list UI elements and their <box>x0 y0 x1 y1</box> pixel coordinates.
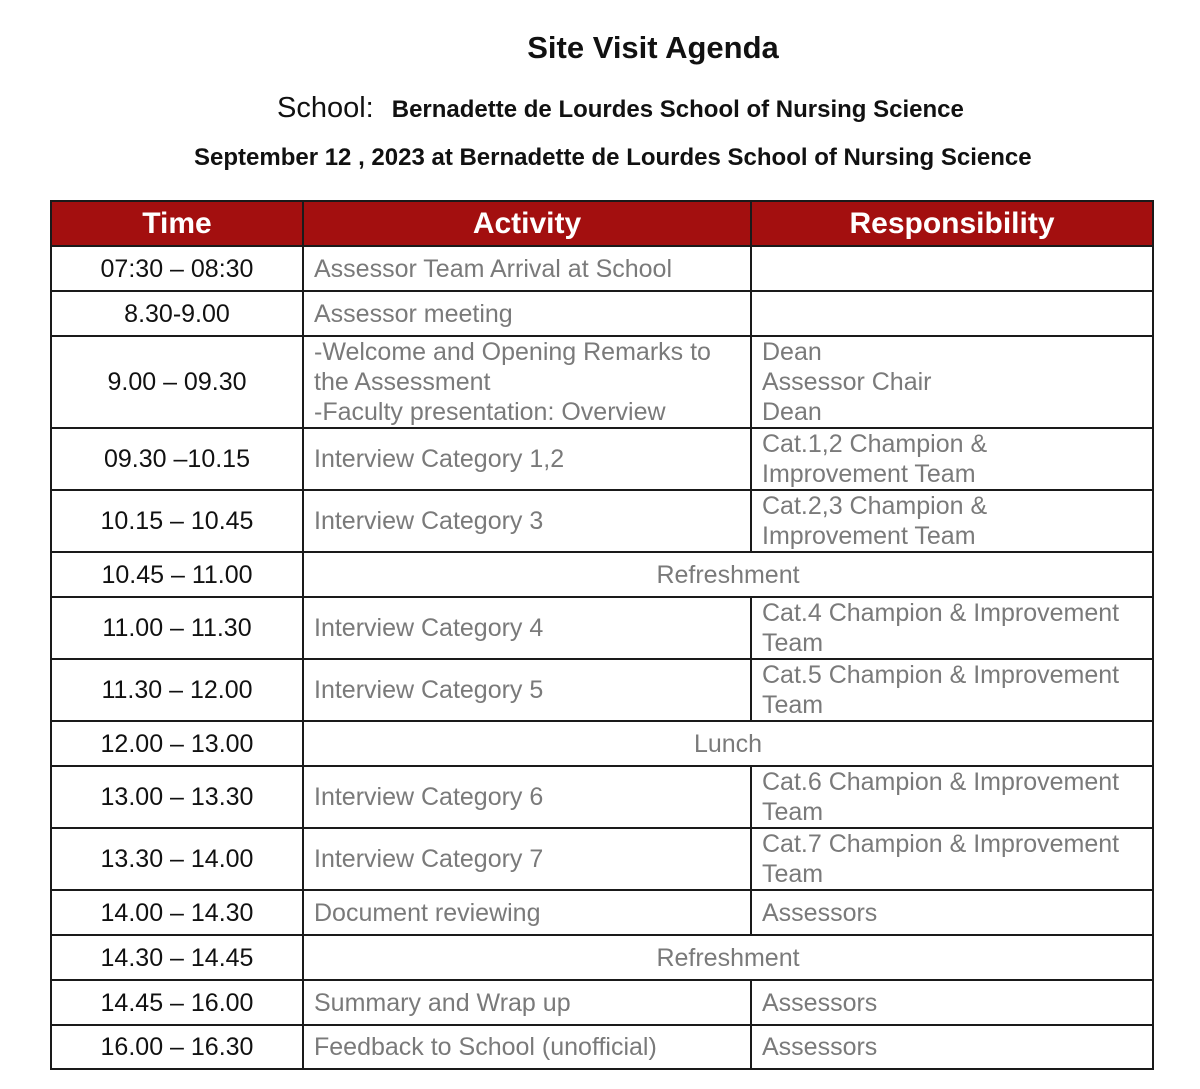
activity-line: Interview Category 3 <box>314 507 544 535</box>
responsibility-cell <box>751 828 1153 890</box>
school-line <box>277 90 964 131</box>
time-cell: 09.30 –10.15 <box>51 428 303 490</box>
time-cell: 16.00 – 16.30 <box>51 1025 303 1069</box>
activity-cell <box>303 828 751 890</box>
activity-line: Assessor Team Arrival at School <box>314 254 673 283</box>
responsibility-line: Cat.1,2 Champion & <box>762 430 988 458</box>
responsibility-cell <box>751 246 1153 291</box>
responsibility-line: Cat.2,3 Champion & <box>762 492 988 520</box>
activity-line: Interview Category 6 <box>314 783 544 811</box>
responsibility-cell <box>751 890 1153 935</box>
table-row <box>51 428 1153 490</box>
activity-line: Interview Category 4 <box>314 614 544 642</box>
break-cell: Lunch <box>303 721 1153 766</box>
header-time: Time <box>51 201 303 246</box>
table-row <box>51 291 1153 336</box>
date-location-line: September 12 , 2023 at Bernadette de Lourdes School of Nursing Science <box>194 144 1032 171</box>
time-cell: 12.00 – 13.00 <box>51 721 303 766</box>
activity-cell <box>303 766 751 828</box>
responsibility-line: Improvement Team <box>762 460 976 488</box>
time-cell: 11.30 – 12.00 <box>51 659 303 721</box>
table-row <box>51 980 1153 1025</box>
time-cell: 13.00 – 13.30 <box>51 766 303 828</box>
activity-cell <box>303 428 751 490</box>
responsibility-cell <box>751 659 1153 721</box>
time-cell: 13.30 – 14.00 <box>51 828 303 890</box>
responsibility-line: Assessors <box>762 1033 878 1061</box>
responsibility-line: Assessors <box>762 898 878 927</box>
responsibility-line: Dean <box>762 398 822 426</box>
time-cell: 14.00 – 14.30 <box>51 890 303 935</box>
header-activity: Activity <box>303 201 751 246</box>
table-row <box>51 552 1153 597</box>
table-row <box>51 246 1153 291</box>
responsibility-line: Cat.4 Champion & Improvement <box>762 599 1120 627</box>
responsibility-line: Dean <box>762 338 822 366</box>
break-cell: Refreshment <box>303 935 1153 980</box>
time-cell: 14.45 – 16.00 <box>51 980 303 1025</box>
activity-line: Interview Category 5 <box>314 676 544 704</box>
agenda-table <box>50 200 1154 1070</box>
activity-cell <box>303 659 751 721</box>
activity-cell <box>303 336 751 428</box>
table-row <box>51 721 1153 766</box>
responsibility-line: Assessor Chair <box>762 368 932 396</box>
responsibility-cell <box>751 597 1153 659</box>
activity-line: the Assessment <box>314 368 491 396</box>
responsibility-cell <box>751 336 1153 428</box>
activity-cell <box>303 490 751 552</box>
activity-line: Interview Category 1,2 <box>314 445 565 473</box>
responsibility-line: Team <box>762 691 824 719</box>
responsibility-cell <box>751 766 1153 828</box>
activity-cell <box>303 597 751 659</box>
activity-line: Assessor meeting <box>314 299 513 328</box>
table-row <box>51 1025 1153 1069</box>
school-name: Bernadette de Lourdes School of Nursing Science <box>391 96 964 123</box>
time-cell: 10.15 – 10.45 <box>51 490 303 552</box>
header-responsibility: Responsibility <box>751 201 1153 246</box>
time-cell: 14.30 – 14.45 <box>51 935 303 980</box>
table-row <box>51 490 1153 552</box>
responsibility-cell <box>751 291 1153 336</box>
time-cell: 9.00 – 09.30 <box>51 336 303 428</box>
header-row <box>51 201 1153 246</box>
break-cell: Refreshment <box>303 552 1153 597</box>
page-title: Site Visit Agenda <box>527 30 779 65</box>
activity-line: -Faculty presentation: Overview <box>314 398 666 426</box>
time-cell: 10.45 – 11.00 <box>51 552 303 597</box>
responsibility-line: Cat.6 Champion & Improvement <box>762 768 1120 796</box>
responsibility-cell <box>751 1025 1153 1069</box>
activity-line: Summary and Wrap up <box>314 988 571 1017</box>
activity-line: -Welcome and Opening Remarks to <box>314 338 711 366</box>
agenda-body <box>51 246 1153 1069</box>
activity-cell <box>303 1025 751 1069</box>
table-row <box>51 935 1153 980</box>
school-label: School: <box>277 92 374 124</box>
activity-line: Document reviewing <box>314 898 541 927</box>
activity-cell <box>303 980 751 1025</box>
table-row <box>51 659 1153 721</box>
responsibility-line: Cat.5 Champion & Improvement <box>762 661 1120 689</box>
responsibility-line: Team <box>762 860 824 888</box>
time-cell: 07:30 – 08:30 <box>51 246 303 291</box>
responsibility-cell <box>751 980 1153 1025</box>
table-row <box>51 828 1153 890</box>
activity-cell <box>303 890 751 935</box>
activity-line: Interview Category 7 <box>314 845 544 873</box>
responsibility-line: Cat.7 Champion & Improvement <box>762 830 1120 858</box>
time-cell: 11.00 – 11.30 <box>51 597 303 659</box>
responsibility-cell <box>751 490 1153 552</box>
activity-cell <box>303 246 751 291</box>
responsibility-line: Improvement Team <box>762 522 976 550</box>
responsibility-cell <box>751 428 1153 490</box>
table-row <box>51 336 1153 428</box>
activity-line: Feedback to School (unofficial) <box>314 1033 657 1061</box>
table-row <box>51 597 1153 659</box>
time-cell: 8.30-9.00 <box>51 291 303 336</box>
table-row <box>51 890 1153 935</box>
responsibility-line: Assessors <box>762 988 878 1017</box>
table-row <box>51 766 1153 828</box>
responsibility-line: Team <box>762 629 824 657</box>
activity-cell <box>303 291 751 336</box>
responsibility-line: Team <box>762 798 824 826</box>
